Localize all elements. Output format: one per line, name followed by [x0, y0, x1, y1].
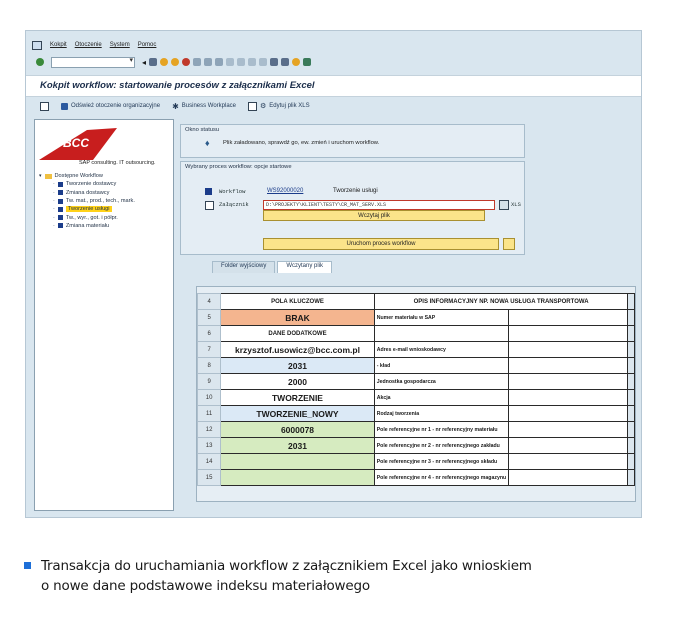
- load-file-label: Wczytaj plik: [358, 213, 390, 219]
- workflow-id-link[interactable]: WS92000020: [267, 188, 304, 194]
- logo-text: BCC: [63, 136, 89, 150]
- row-number[interactable]: 7: [198, 342, 221, 358]
- new-document-icon: [248, 102, 257, 111]
- row-number[interactable]: 11: [198, 406, 221, 422]
- business-workplace-label: Business Workplace: [181, 103, 237, 109]
- empty-cell[interactable]: [509, 406, 628, 422]
- tree-item-tworzenie-dostawcy[interactable]: [39, 180, 135, 188]
- grid-edge: [628, 374, 635, 390]
- tree-bullet: ·: [53, 198, 55, 205]
- tree-bullet: ·: [53, 189, 55, 196]
- workflow-icon: [58, 182, 63, 187]
- description-cell[interactable]: [374, 326, 508, 342]
- start-workflow-button[interactable]: [263, 238, 499, 250]
- page-title: Kokpit workflow: startowanie procesów z załącznikami Excel: [40, 80, 315, 91]
- value-cell[interactable]: [221, 454, 374, 470]
- row-number[interactable]: 14: [198, 454, 221, 470]
- tree-item-label: Tworzenie dostawcy: [65, 181, 117, 188]
- help-icon[interactable]: [292, 58, 300, 66]
- excel-sheet-view: [196, 286, 636, 502]
- collapse-icon[interactable]: ▾: [39, 173, 42, 180]
- table-row: [198, 294, 635, 310]
- back-arrow-icon[interactable]: ◂: [142, 57, 147, 67]
- menu-bar: [26, 39, 641, 51]
- workflow-icon: [58, 199, 63, 204]
- menu-kokpit[interactable]: Kokpit: [50, 42, 67, 48]
- row-number[interactable]: 12: [198, 422, 221, 438]
- empty-cell[interactable]: [509, 342, 628, 358]
- value-cell[interactable]: TWORZENIE_NOWY: [221, 406, 374, 422]
- tree-item-label: Tw. mat., prod., tech., mark.: [65, 198, 135, 205]
- tree-root[interactable]: [39, 172, 135, 180]
- window-icon[interactable]: [32, 41, 42, 50]
- empty-cell[interactable]: [509, 326, 628, 342]
- value-cell[interactable]: 6000078: [221, 422, 374, 438]
- row-number[interactable]: 8: [198, 358, 221, 374]
- exit-icon[interactable]: [171, 58, 179, 66]
- row-number[interactable]: 5: [198, 310, 221, 326]
- workflow-icon: [58, 215, 63, 220]
- org-refresh-icon: [61, 103, 68, 110]
- tree-item-tw-mat[interactable]: [39, 197, 135, 205]
- grid-edge: [628, 406, 635, 422]
- grid-edge: [628, 326, 635, 342]
- tree-bullet: ·: [53, 214, 55, 221]
- row-number[interactable]: 9: [198, 374, 221, 390]
- sheet-title-cell[interactable]: OPIS INFORMACYJNY NP. NOWA USŁUGA TRANSPORTOWA: [374, 294, 628, 310]
- folder-icon: [45, 174, 52, 179]
- table-row: [198, 326, 635, 342]
- table-row: [198, 406, 635, 422]
- attachment-icon: [205, 201, 214, 210]
- value-cell[interactable]: DANE DODATKOWE: [221, 326, 374, 342]
- workflow-name: Tworzenie usługi: [333, 188, 378, 194]
- business-workplace-button[interactable]: [172, 102, 236, 111]
- start-workflow-label: Uruchom proces workflow: [346, 241, 416, 247]
- status-message: Plik załadowano, sprawdź go, ew. zmień i uruchom workflow.: [223, 140, 380, 146]
- back-icon[interactable]: [160, 58, 168, 66]
- empty-cell[interactable]: [509, 358, 628, 374]
- workflow-label: Workflow: [219, 188, 246, 195]
- description-cell[interactable]: Rodzaj tworzenia: [374, 406, 508, 422]
- description-cell[interactable]: Akcja: [374, 390, 508, 406]
- table-row: [198, 422, 635, 438]
- tab-strip: [212, 261, 332, 273]
- sap-window: [25, 30, 642, 518]
- empty-cell[interactable]: [509, 438, 628, 454]
- options-header: Wybrany proces workflow: opcje startowe: [185, 164, 292, 170]
- tree-item-label: Tw., wyr., got. i półpr.: [65, 214, 118, 221]
- first-page-icon[interactable]: [226, 58, 234, 66]
- table-row: [198, 454, 635, 470]
- xls-label: XLS: [511, 201, 521, 208]
- description-cell[interactable]: - kład: [374, 358, 508, 374]
- application-toolbar: [26, 99, 641, 113]
- status-info-icon: ♦: [205, 138, 210, 148]
- tree-item-label-selected: Tworzenie usługi: [67, 206, 110, 213]
- grid-edge: [628, 358, 635, 374]
- row-number[interactable]: 13: [198, 438, 221, 454]
- spreadsheet-grid: [197, 293, 635, 486]
- table-row: [198, 438, 635, 454]
- value-cell[interactable]: BRAK: [221, 310, 374, 326]
- empty-cell[interactable]: [509, 454, 628, 470]
- last-page-icon[interactable]: [259, 58, 267, 66]
- caption-line-1: Transakcja do uruchamiania workflow z załącznikiem Excel jako wnioskiem: [41, 558, 532, 574]
- value-cell[interactable]: krzysztof.usowicz@bcc.com.pl: [221, 342, 374, 358]
- tree-item-zmiana-materialu[interactable]: [39, 222, 135, 230]
- description-cell[interactable]: Pole referencyjne nr 3 - nr referencyjnego składu: [374, 454, 508, 470]
- edit-xls-label: Edytuj plik XLS: [269, 103, 310, 109]
- table-row: [198, 470, 635, 486]
- workflow-tree: [39, 172, 135, 230]
- tree-bullet: ·: [53, 206, 55, 213]
- tree-item-zmiana-dostawcy[interactable]: [39, 189, 135, 197]
- empty-cell[interactable]: [509, 310, 628, 326]
- description-cell[interactable]: Pole referencyjne nr 4 - nr referencyjnego magazynu: [374, 470, 508, 486]
- empty-cell[interactable]: [509, 390, 628, 406]
- workflow-icon: [205, 188, 212, 195]
- shortcut-icon[interactable]: [281, 58, 289, 66]
- tree-bullet: ·: [53, 181, 55, 188]
- value-cell[interactable]: 2000: [221, 374, 374, 390]
- value-cell[interactable]: TWORZENIE: [221, 390, 374, 406]
- tree-bullet: ·: [53, 222, 55, 229]
- row-number[interactable]: 10: [198, 390, 221, 406]
- status-header: Okno statusu: [185, 127, 220, 133]
- layout-icon[interactable]: [303, 58, 311, 66]
- status-panel: [180, 124, 525, 158]
- description-cell[interactable]: Jednostka gospodarcza: [374, 374, 508, 390]
- table-row: [198, 310, 635, 326]
- caption-text: [41, 556, 532, 596]
- grid-edge: [628, 294, 635, 310]
- grid-edge: [628, 438, 635, 454]
- attachment-path-field[interactable]: D:\PROJEKTY\KLIENT\TESTY\CR_MAT_SERV.XLS: [263, 200, 495, 210]
- table-row: [198, 342, 635, 358]
- next-page-icon[interactable]: [248, 58, 256, 66]
- grid-edge: [628, 310, 635, 326]
- tree-item-label: Zmiana materiału: [65, 222, 110, 229]
- empty-cell[interactable]: [509, 422, 628, 438]
- workplace-icon: ✱: [172, 101, 179, 111]
- enter-icon[interactable]: [36, 58, 44, 66]
- caption-line-2: o nowe dane podstawowe indeksu materiałowego: [41, 578, 370, 594]
- table-row: [198, 390, 635, 406]
- menu-system[interactable]: System: [109, 42, 130, 48]
- row-number[interactable]: 15: [198, 470, 221, 486]
- cancel-icon[interactable]: [182, 58, 190, 66]
- grid-edge: [628, 422, 635, 438]
- load-file-button[interactable]: [263, 210, 485, 221]
- table-row: [198, 358, 635, 374]
- grid-edge: [628, 342, 635, 358]
- table-row: [198, 374, 635, 390]
- tree-toggle-icon: [40, 102, 49, 111]
- menu-otoczenie[interactable]: Otoczenie: [74, 42, 102, 48]
- tree-root-label: Dostępne Workflow: [54, 173, 103, 180]
- refresh-org-button[interactable]: [61, 103, 160, 110]
- new-session-icon[interactable]: [270, 58, 278, 66]
- row-number[interactable]: 6: [198, 326, 221, 342]
- logo-tagline: SAP consulting. IT outsourcing.: [79, 160, 156, 166]
- options-panel: [180, 161, 525, 255]
- prev-page-icon[interactable]: [237, 58, 245, 66]
- tab-folder-wyjsciowy[interactable]: Folder wyjściowy: [212, 261, 275, 273]
- refresh-org-label: Odśwież otoczenie organizacyjne: [71, 103, 161, 109]
- tree-item-tworzenie-uslugi[interactable]: [39, 205, 135, 213]
- title-bar: [26, 75, 641, 97]
- find-icon[interactable]: [204, 58, 212, 66]
- left-navigation-pane: [34, 119, 174, 511]
- edit-file-icon: ⚙: [260, 103, 267, 110]
- tree-item-tw-wyr[interactable]: [39, 213, 135, 221]
- row-number[interactable]: 4: [198, 294, 221, 310]
- menu-pomoc[interactable]: Pomoc: [137, 42, 157, 48]
- tree-toggle-button[interactable]: [40, 102, 49, 111]
- description-cell[interactable]: Numer materiału w SAP: [374, 310, 508, 326]
- command-field[interactable]: [51, 57, 135, 68]
- run-icon[interactable]: [503, 238, 515, 250]
- tab-wczytany-plik[interactable]: Wczytany plik: [277, 261, 332, 273]
- workflow-icon: [58, 190, 63, 195]
- grid-edge: [628, 470, 635, 486]
- description-cell[interactable]: Adres e-mail wnioskodawcy: [374, 342, 508, 358]
- workflow-icon: [58, 223, 63, 228]
- value-cell[interactable]: 2031: [221, 358, 374, 374]
- workflow-icon: [58, 207, 63, 212]
- print-icon[interactable]: [193, 58, 201, 66]
- empty-cell[interactable]: [509, 374, 628, 390]
- browse-file-icon[interactable]: [499, 200, 509, 210]
- standard-toolbar: [26, 55, 641, 69]
- empty-cell[interactable]: [509, 470, 628, 486]
- attachment-label: Załącznik: [219, 201, 249, 208]
- save-icon[interactable]: [149, 58, 157, 66]
- value-cell[interactable]: [221, 470, 374, 486]
- description-cell[interactable]: Pole referencyjne nr 1 - nr referencyjny materiału: [374, 422, 508, 438]
- tree-item-label: Zmiana dostawcy: [65, 189, 110, 196]
- edit-xls-button[interactable]: [248, 102, 310, 111]
- grid-edge: [628, 390, 635, 406]
- find-next-icon[interactable]: [215, 58, 223, 66]
- description-cell[interactable]: Pole referencyjne nr 2 - nr referencyjnego zakładu: [374, 438, 508, 454]
- grid-edge: [628, 454, 635, 470]
- value-cell[interactable]: 2031: [221, 438, 374, 454]
- value-cell[interactable]: POLA KLUCZOWE: [221, 294, 374, 310]
- bullet-icon: [24, 562, 31, 569]
